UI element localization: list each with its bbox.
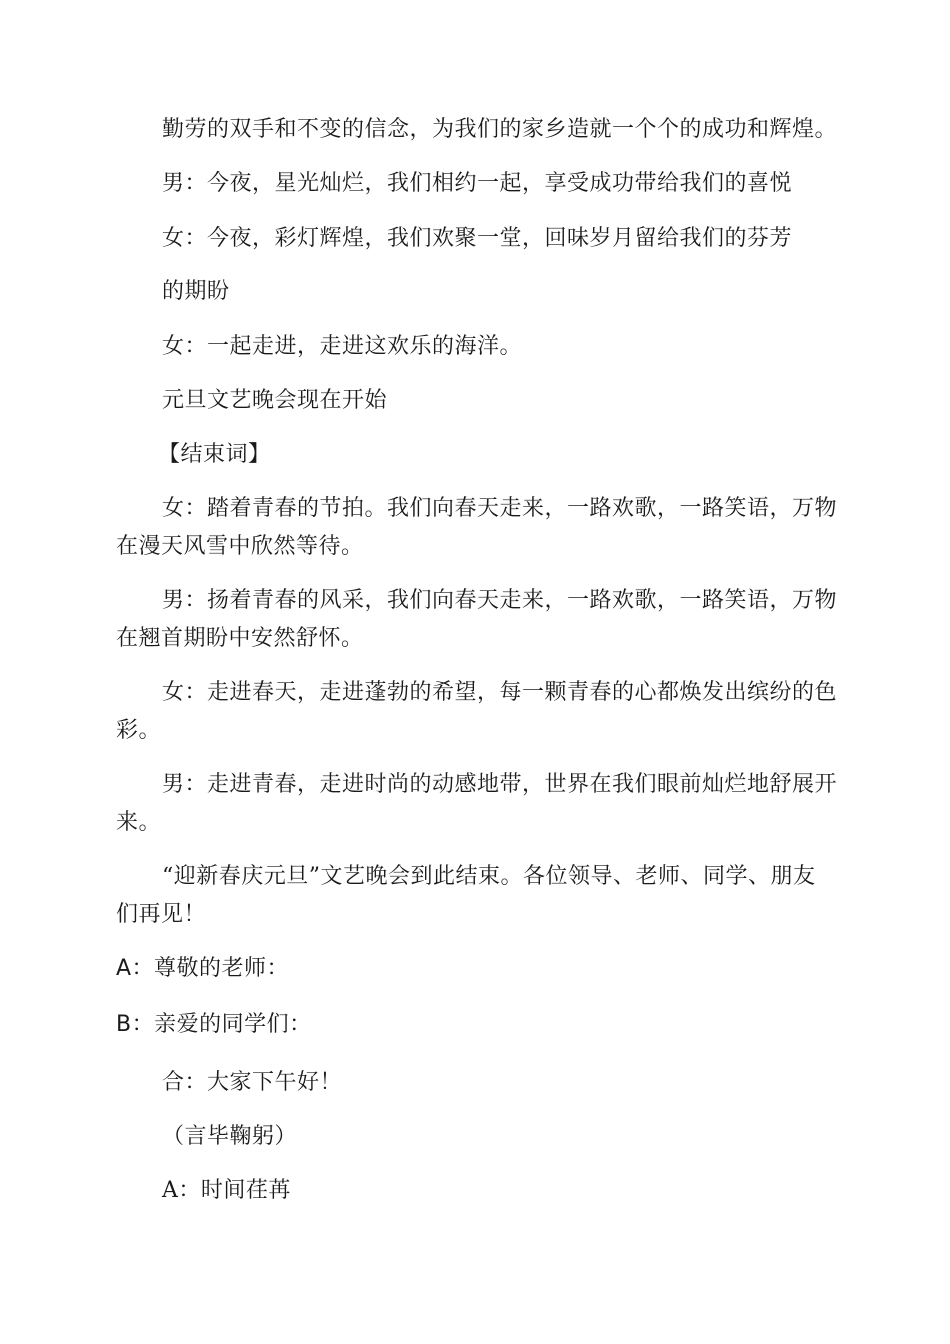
paragraph-line: 在翘首期盼中安然舒怀。: [116, 626, 364, 651]
paragraph-line: 彩。: [116, 718, 162, 743]
text-line: 女：今夜，彩灯辉煌，我们欢聚一堂，回味岁月留给我们的芬芳: [162, 226, 793, 251]
paragraph-line: 们再见！: [116, 902, 207, 927]
paragraph-line: 男：走进青春，走进时尚的动感地带，世界在我们眼前灿烂地舒展开: [162, 772, 838, 797]
speaker-line-b: B：亲爱的同学们：: [116, 1012, 312, 1037]
stage-direction: （言毕鞠躬）: [162, 1124, 298, 1149]
paragraph-line: 女：踏着青春的节拍。我们向春天走来，一路欢歌，一路笑语，万物: [162, 496, 838, 521]
text-line: 元旦文艺晚会现在开始: [162, 388, 388, 413]
paragraph-line: 来。: [116, 810, 162, 835]
text-line: 的期盼: [162, 279, 230, 304]
paragraph-line: “迎新春庆元旦”文艺晚会到此结束。各位领导、老师、同学、朋友: [162, 864, 816, 889]
paragraph-line: 女：走进春天，走进蓬勃的希望，每一颗青春的心都焕发出缤纷的色: [162, 680, 838, 705]
text-line: 勤劳的双手和不变的信念，为我们的家乡造就一个个的成功和辉煌。: [162, 117, 838, 142]
section-heading: 【结束词】: [158, 442, 271, 467]
speaker-line-a2: A：时间荏苒: [162, 1178, 291, 1203]
speaker-line-together: 合：大家下午好！: [162, 1070, 343, 1095]
text-line: 女：一起走进，走进这欢乐的海洋。: [162, 334, 523, 359]
paragraph-line: 在漫天风雪中欣然等待。: [116, 534, 364, 559]
speaker-line-a: A：尊敬的老师：: [116, 956, 290, 981]
paragraph-line: 男：扬着青春的风采，我们向春天走来，一路欢歌，一路笑语，万物: [162, 588, 838, 613]
text-line: 男：今夜，星光灿烂，我们相约一起，享受成功带给我们的喜悦: [162, 171, 793, 196]
